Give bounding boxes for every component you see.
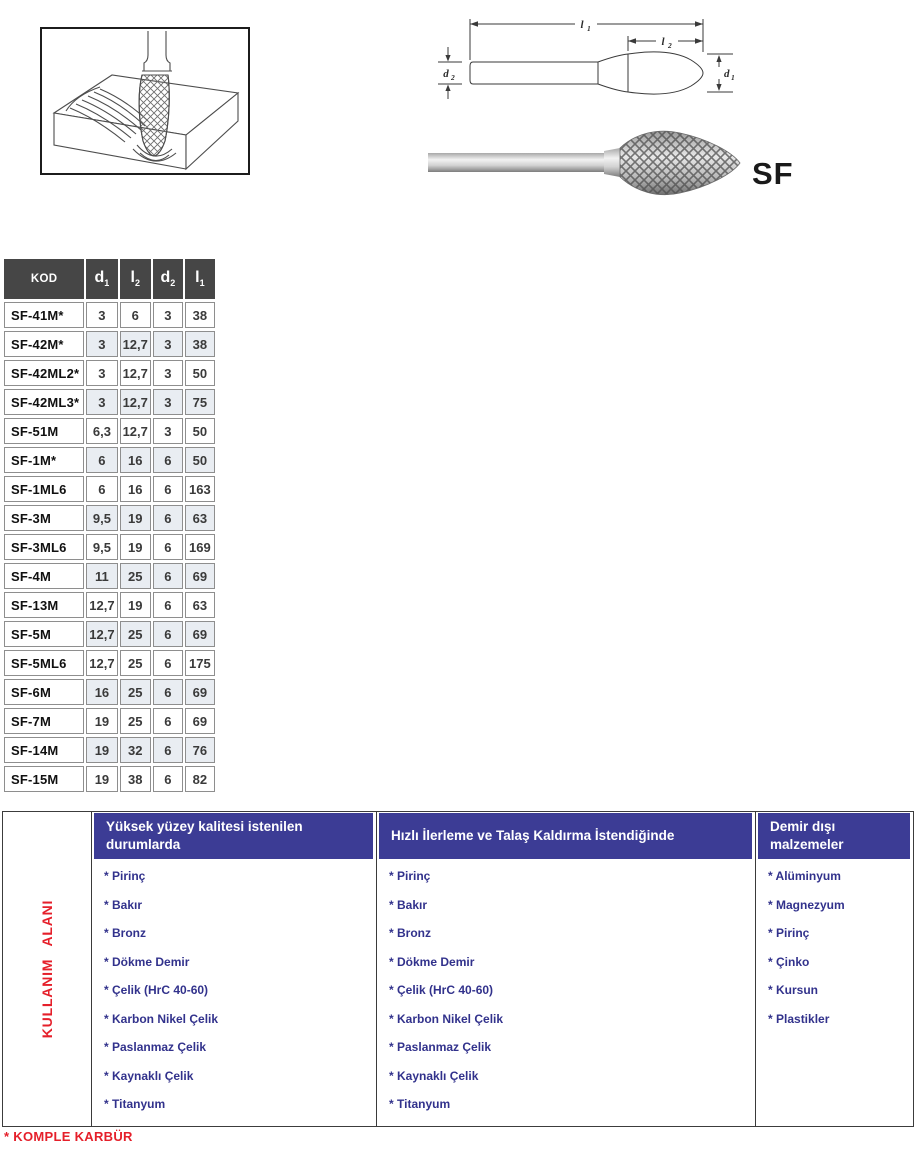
table-row (4, 737, 215, 763)
product-code: SF-6M (4, 679, 84, 705)
spec-value: 63 (185, 505, 215, 531)
usage-item: * Dökme Demir (389, 954, 475, 969)
dim-label-d1-sub: 1 (731, 73, 735, 82)
spec-value: 11 (86, 563, 117, 589)
footnote: * KOMPLE KARBÜR (4, 1129, 133, 1144)
usage-item: * Pirinç (389, 869, 431, 883)
spec-value: 12,7 (86, 621, 117, 647)
table-row (4, 360, 215, 386)
spec-value: 12,7 (120, 360, 151, 386)
spec-value: 12,7 (86, 650, 117, 676)
usage-item: * Kursun (768, 983, 819, 997)
spec-value: 3 (86, 302, 117, 328)
product-code: SF-14M (4, 737, 84, 763)
spec-value: 163 (185, 476, 215, 502)
header-row (4, 259, 215, 299)
product-code: SF-42ML3* (4, 389, 84, 415)
usage-item: * Paslanmaz Çelik (389, 1040, 492, 1054)
table-row (4, 650, 215, 676)
spec-value: 9,5 (86, 505, 117, 531)
spec-value: 38 (185, 331, 215, 357)
spec-value: 6 (153, 592, 183, 618)
spec-value: 3 (153, 331, 183, 357)
usage-item-list (92, 870, 376, 1110)
spec-value: 12,7 (120, 331, 151, 357)
usage-item-list (377, 870, 755, 1110)
spec-value: 25 (120, 621, 151, 647)
spec-value: 69 (185, 621, 215, 647)
product-code: SF-41M* (4, 302, 84, 328)
product-code: SF-1M* (4, 447, 84, 473)
spec-value: 16 (86, 679, 117, 705)
spec-value: 38 (185, 302, 215, 328)
burr-in-use-drawing (42, 29, 248, 173)
spec-value: 16 (120, 447, 151, 473)
spec-value: 3 (86, 331, 117, 357)
table-row (4, 766, 215, 792)
usage-column-surface-quality (91, 812, 376, 1127)
usage-item: * Pirinç (104, 869, 146, 883)
spec-value: 3 (86, 389, 117, 415)
usage-item: * Paslanmaz Çelik (104, 1040, 207, 1054)
column-header: $l_2$ (120, 259, 151, 299)
spec-value: 6 (153, 621, 183, 647)
table-row (4, 505, 215, 531)
spec-table (2, 256, 217, 795)
table-row (4, 331, 215, 357)
spec-value: 6 (153, 679, 183, 705)
table-row (4, 708, 215, 734)
usage-item: * Titanyum (104, 1097, 166, 1111)
dim-label-l1-sub: 1 (587, 24, 591, 33)
usage-column-header: Yüksek yüzey kalitesi istenilen durumlarda (94, 813, 373, 859)
product-code: SF-51M (4, 418, 84, 444)
usage-item: * Alüminyum (768, 869, 841, 883)
usage-column-header: Demir dışı malzemeler (758, 813, 910, 859)
usage-item: * Kaynaklı Çelik (104, 1068, 194, 1083)
spec-value: 50 (185, 418, 215, 444)
spec-value: 19 (86, 737, 117, 763)
column-header: $d_2$ (153, 259, 183, 299)
spec-value: 6 (153, 534, 183, 560)
spec-value: 6 (153, 476, 183, 502)
spec-value: 6 (120, 302, 151, 328)
spec-value: 50 (185, 447, 215, 473)
spec-value: 9,5 (86, 534, 117, 560)
spec-value: 50 (185, 360, 215, 386)
usage-item: * Karbon Nikel Çelik (104, 1011, 219, 1026)
spec-value: 16 (120, 476, 151, 502)
table-row (4, 302, 215, 328)
spec-value: 175 (185, 650, 215, 676)
product-code: SF-42ML2* (4, 360, 84, 386)
table-row (4, 389, 215, 415)
spec-value: 169 (185, 534, 215, 560)
spec-value: 6 (153, 708, 183, 734)
spec-value: 19 (120, 592, 151, 618)
spec-value: 32 (120, 737, 151, 763)
product-code: SF-5ML6 (4, 650, 84, 676)
usage-item: * Dökme Demir (104, 954, 190, 969)
product-photo (428, 126, 748, 214)
usage-item: * Çelik (HrC 40-60) (389, 983, 494, 997)
usage-side-label: KULLANIM ALANI (39, 900, 56, 1039)
product-code: SF-42M* (4, 331, 84, 357)
product-code: SF-1ML6 (4, 476, 84, 502)
spec-value: 69 (185, 679, 215, 705)
spec-value: 6 (153, 447, 183, 473)
dim-label-l2-sub: 2 (668, 41, 672, 50)
spec-value: 19 (120, 534, 151, 560)
spec-value: 3 (153, 389, 183, 415)
spec-value: 76 (185, 737, 215, 763)
usage-item: * Plastikler (768, 1011, 830, 1026)
product-code: SF-4M (4, 563, 84, 589)
spec-value: 12,7 (86, 592, 117, 618)
spec-value: 69 (185, 563, 215, 589)
spec-table-wrap (2, 256, 217, 795)
spec-value: 38 (120, 766, 151, 792)
usage-item: * Titanyum (389, 1097, 451, 1111)
product-type-label: SF (752, 156, 794, 191)
usage-column-fast-removal (376, 812, 755, 1127)
spec-value: 25 (120, 708, 151, 734)
usage-item: * Bakır (104, 897, 143, 912)
dim-label-d2-sub: 2 (451, 73, 455, 82)
table-row (4, 679, 215, 705)
column-header: $l_1$ (185, 259, 215, 299)
dimension-diagram (435, 14, 735, 122)
product-code: SF-3M (4, 505, 84, 531)
product-code: SF-7M (4, 708, 84, 734)
spec-value: 6 (153, 737, 183, 763)
product-code: SF-13M (4, 592, 84, 618)
spec-value: 82 (185, 766, 215, 792)
spec-value: 69 (185, 708, 215, 734)
spec-value: 25 (120, 650, 151, 676)
spec-value: 3 (153, 360, 183, 386)
dim-label-d2: d (443, 68, 449, 80)
table-row (4, 592, 215, 618)
spec-value: 6 (153, 766, 183, 792)
spec-value: 19 (120, 505, 151, 531)
spec-value: 6 (86, 476, 117, 502)
spec-value: 6 (153, 650, 183, 676)
spec-value: 63 (185, 592, 215, 618)
spec-value: 3 (86, 360, 117, 386)
usage-item: * Pirinç (768, 926, 810, 940)
spec-value: 3 (153, 418, 183, 444)
dim-label-l1: l (580, 19, 584, 31)
usage-item-list (756, 870, 913, 1025)
product-code: SF-3ML6 (4, 534, 84, 560)
table-row (4, 563, 215, 589)
spec-value: 19 (86, 708, 117, 734)
spec-value: 19 (86, 766, 117, 792)
column-header: $d_1$ (86, 259, 117, 299)
spec-value: 6 (153, 563, 183, 589)
spec-value: 3 (153, 302, 183, 328)
usage-column-non-ferrous (755, 812, 913, 1127)
table-row (4, 621, 215, 647)
spec-value: 25 (120, 563, 151, 589)
application-illustration (40, 27, 250, 175)
table-row (4, 418, 215, 444)
usage-item: * Bronz (389, 926, 431, 940)
dim-label-l2: l (661, 36, 665, 48)
usage-item: * Çinko (768, 954, 810, 969)
spec-value: 6 (153, 505, 183, 531)
column-header: KOD (4, 259, 84, 299)
spec-value: 6 (86, 447, 117, 473)
usage-item: * Çelik (HrC 40-60) (104, 983, 209, 997)
spec-value: 25 (120, 679, 151, 705)
spec-value: 12,7 (120, 418, 151, 444)
usage-column-header: Hızlı İlerleme ve Talaş Kaldırma İstendiğinde (379, 813, 752, 859)
table-row (4, 476, 215, 502)
dim-label-d1: d (724, 68, 730, 80)
usage-item: * Bronz (104, 926, 146, 940)
usage-item: * Kaynaklı Çelik (389, 1068, 479, 1083)
table-row (4, 447, 215, 473)
spec-value: 6,3 (86, 418, 117, 444)
usage-side-label-col (3, 812, 91, 1127)
product-code: SF-15M (4, 766, 84, 792)
spec-value: 12,7 (120, 389, 151, 415)
usage-section (2, 811, 914, 1127)
usage-item: * Bakır (389, 897, 428, 912)
table-row (4, 534, 215, 560)
usage-item: * Karbon Nikel Çelik (389, 1011, 504, 1026)
usage-item: * Magnezyum (768, 897, 845, 912)
product-code: SF-5M (4, 621, 84, 647)
spec-value: 75 (185, 389, 215, 415)
